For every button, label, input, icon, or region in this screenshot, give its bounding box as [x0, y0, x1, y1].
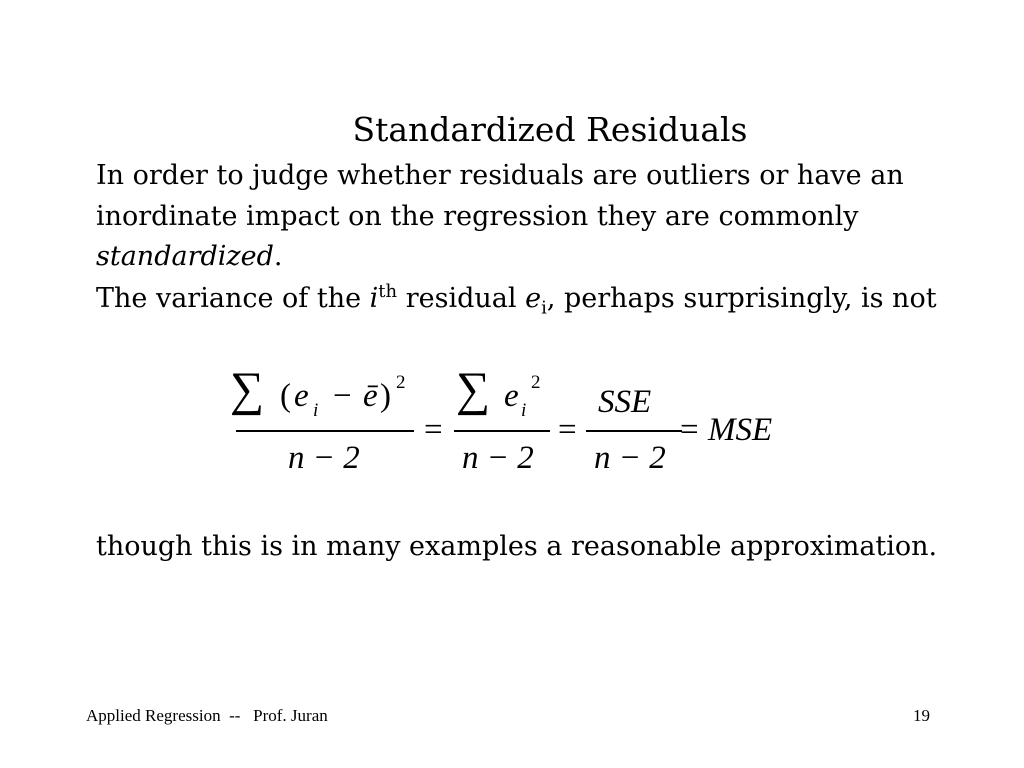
eq-fraction-bar-1 [236, 430, 414, 432]
eq-i-1: i [313, 400, 319, 421]
footer-page-number: 19 [913, 706, 930, 725]
eq-equals-1: = [424, 412, 443, 448]
para3-text: though this is in many examples a reasonable approximation. [96, 531, 938, 562]
para2-text-a: The variance of the [96, 283, 370, 314]
eq-rparen: ) [380, 378, 391, 414]
para2-sub-i: i [541, 297, 547, 319]
para2-th: th [378, 281, 398, 302]
eq-e-1: e [294, 378, 309, 414]
para1-text: In order to judge whether residuals are outliers or have an inordinate impact on the regression they are commonly [96, 160, 904, 232]
para2-text-c: , perhaps surprisingly, is not [546, 283, 937, 314]
footer-course: Applied Regression -- Prof. Juran [86, 706, 328, 725]
eq-fraction-bar-3 [586, 430, 682, 432]
slide-title: Standardized Residuals [352, 110, 748, 149]
eq-ebar: ē [363, 378, 378, 414]
eq-sum-1: ∑ [230, 363, 265, 416]
eq-equals-2: = [558, 412, 577, 448]
para2-e: e [525, 283, 542, 314]
paragraph-approximation [96, 527, 996, 568]
eq-equals-3: = [680, 412, 699, 448]
paragraph-variance [96, 279, 996, 320]
para1-emphasis: standardized [96, 241, 274, 272]
eq-sum-2: ∑ [456, 363, 491, 416]
eq-sq-1: 2 [396, 372, 406, 393]
variance-equation [230, 363, 800, 478]
eq-e-2: e [504, 378, 519, 414]
eq-lparen: ( [280, 378, 291, 414]
eq-denominator-1: n − 2 [288, 440, 360, 476]
para2-text-b: residual [397, 283, 526, 314]
eq-mse: MSE [708, 412, 773, 448]
eq-sse: SSE [598, 384, 652, 420]
para2-i: i [369, 283, 379, 314]
eq-minus: − [333, 378, 352, 414]
eq-sq-2: 2 [531, 372, 541, 393]
eq-denominator-2: n − 2 [462, 440, 534, 476]
paragraph-standardization [96, 156, 996, 278]
eq-denominator-3: n − 2 [594, 440, 666, 476]
para1-end: . [273, 241, 283, 272]
eq-fraction-bar-2 [454, 430, 550, 432]
eq-i-2: i [521, 400, 527, 421]
